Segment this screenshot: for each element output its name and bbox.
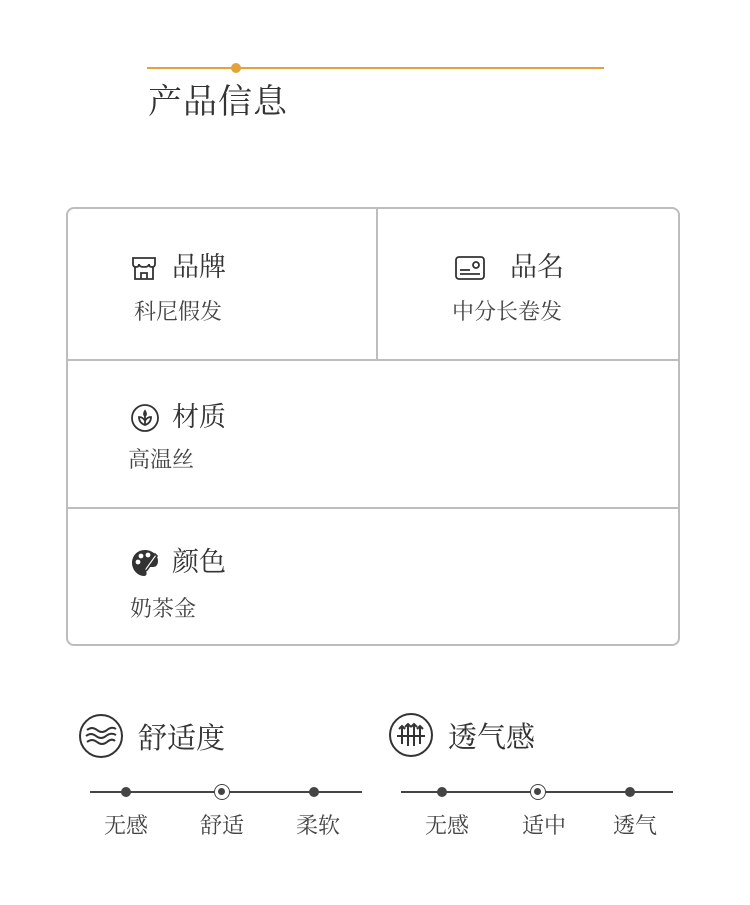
product-info-table [66, 207, 680, 646]
column-divider [376, 209, 378, 359]
wave-icon [78, 713, 124, 763]
product-name-value: 中分长卷发 [452, 300, 563, 325]
product-name-label: 品名 [510, 252, 564, 283]
page-title: 产品信息 [148, 82, 288, 122]
breathability-title: 透气感 [448, 720, 536, 754]
comfort-selected-dot [214, 784, 230, 800]
header-accent-line [147, 67, 604, 69]
material-value: 高温丝 [128, 448, 195, 473]
comfort-section-header [78, 713, 225, 763]
breathability-option-dot [625, 787, 635, 797]
comfort-option-dot [309, 787, 319, 797]
comfort-option-2: 舒适 [199, 814, 244, 839]
comfort-option-3: 柔软 [295, 814, 340, 839]
row-divider [68, 507, 678, 509]
color-label: 颜色 [172, 547, 226, 578]
material-label: 材质 [172, 402, 226, 433]
vent-icon [388, 712, 434, 762]
breathability-section-header [388, 712, 535, 762]
breathability-option-3: 透气 [612, 814, 657, 839]
store-icon [130, 254, 158, 282]
row-divider [68, 359, 678, 361]
brand-label: 品牌 [172, 252, 226, 283]
breathability-option-1: 无感 [424, 814, 469, 839]
id-card-icon [454, 254, 486, 282]
palette-icon [130, 548, 160, 578]
comfort-option-dot [121, 787, 131, 797]
leaf-icon [130, 403, 160, 433]
header-accent-dot [231, 63, 241, 73]
breathability-selected-dot [530, 784, 546, 800]
breathability-option-dot [437, 787, 447, 797]
breathability-option-2: 适中 [521, 814, 566, 839]
comfort-option-1: 无感 [103, 814, 148, 839]
brand-value: 科尼假发 [134, 300, 223, 325]
comfort-title: 舒适度 [138, 721, 226, 755]
color-value: 奶茶金 [130, 597, 197, 622]
